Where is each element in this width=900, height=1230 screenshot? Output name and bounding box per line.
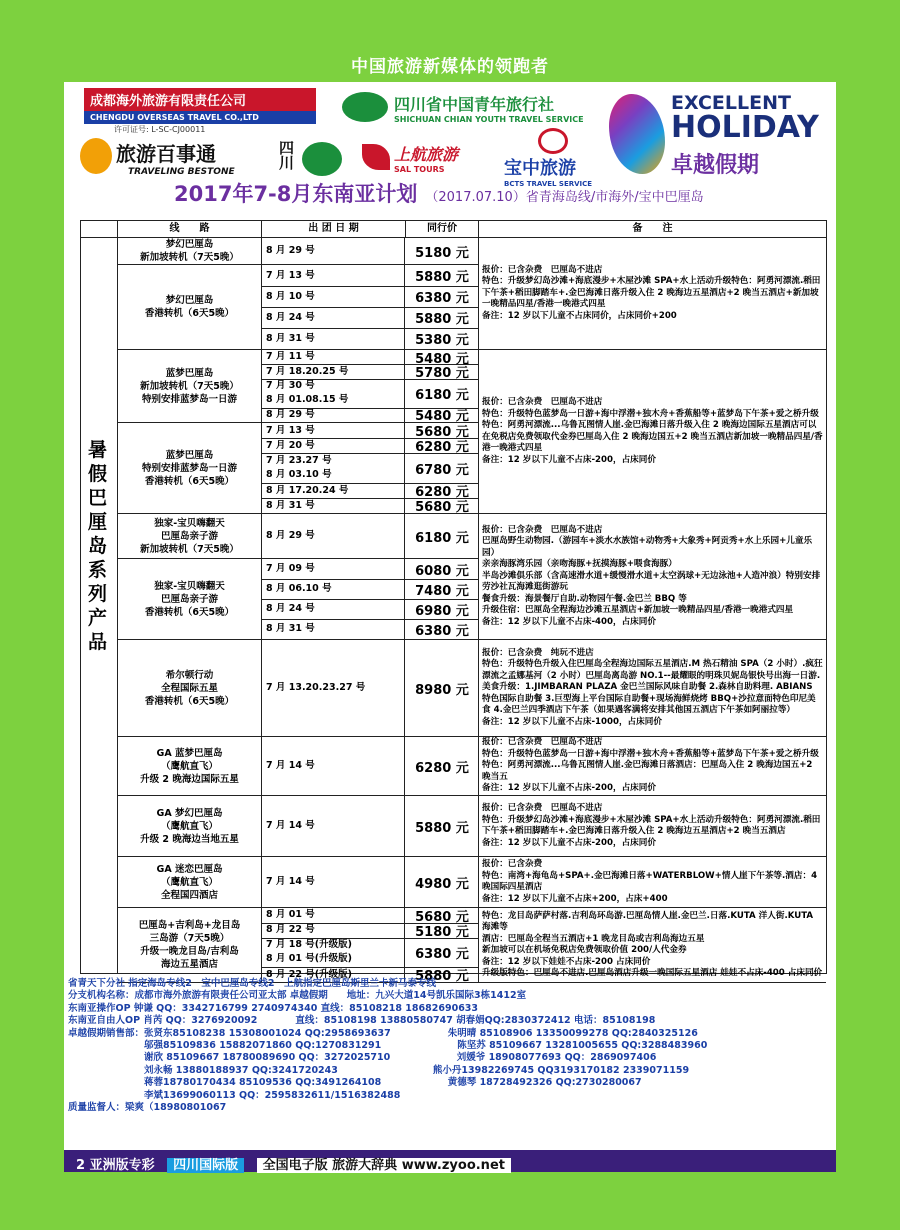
price: 5680 元 — [406, 908, 479, 923]
chengdu-cn-name: 成都海外旅游有限责任公司 — [84, 88, 316, 111]
footer-text — [76, 1154, 511, 1173]
dates-cell — [262, 737, 478, 795]
flyer-sheet — [64, 82, 836, 1150]
departure-date: 8 月 29 号 — [262, 238, 405, 264]
departure-date: 7 月 18.20.25 号 — [262, 364, 405, 378]
departure-date: 7 月 23.27 号 8 月 03.10 号 — [262, 453, 405, 483]
date-row — [262, 923, 478, 939]
bestone-cn-name: 旅游百事通 — [116, 142, 216, 166]
sc-youth-emblem-icon — [342, 92, 388, 122]
note-line: 亲亲海豚湾乐园（亲吻海豚+抚摸海豚+喂食海豚） — [482, 559, 677, 570]
date-row — [262, 453, 478, 484]
departure-date: 8 月 22 号(升级版) — [262, 967, 405, 982]
holiday-text: HOLIDAY — [671, 110, 819, 145]
route-line: （鹰航直飞） — [160, 876, 218, 888]
plan-title-sub: （2017.07.10）省青海岛线/市海外/宝中巴厘岛 — [425, 190, 704, 205]
sal-en-name: SAL TOURS — [394, 165, 445, 174]
note-line: 报价：已含杂费 巴厘岛不进店 — [482, 264, 603, 275]
price: 8980 元 — [406, 640, 479, 736]
note-line: 特色：升级梦幻岛沙滩+海底漫步+木屋沙滩 SPA+水上活动升级特色：阿勇河漂流.稻田下午茶+稻田脚踏车+.金巴海滩日落升级入住 2 晚海边五星酒店+2 晚当五酒店 — [482, 814, 821, 836]
route-line: 香港转机（6天5晚） — [144, 475, 235, 487]
note-line: 巴厘岛野生动物园.（游园车+淡水水族馆+动物秀+大象秀+阿贡秀+水上乐园+儿童乐园） — [482, 536, 813, 558]
route-line: 升级一晚龙目岛/吉利岛 — [140, 946, 239, 957]
price: 5480 元 — [406, 408, 479, 422]
contact-line: 质量监督人：梁爽（18980801067 — [68, 1102, 227, 1114]
date-row — [262, 514, 478, 558]
departure-date: 7 月 09 号 — [262, 559, 405, 579]
chengdu-overseas-logo — [84, 88, 316, 138]
dates-cell — [262, 559, 478, 639]
plan-title — [174, 178, 704, 208]
departure-date: 7 月 14 号 — [262, 857, 405, 907]
dates-cell — [262, 238, 478, 264]
route-cell — [118, 423, 262, 513]
route-line: 特别安排蓝梦岛一日游 — [141, 393, 237, 405]
bz-cn-name: 宝中旅游 — [504, 158, 576, 179]
note-line: 备注：12 岁以下儿童不占床-200，占床同价 — [482, 783, 656, 794]
sc-youth-cn-name: 四川省中国青年旅行社 — [394, 95, 555, 114]
departure-date: 7 月 18 号(升级版) 8 月 01 号(升级版) — [262, 938, 405, 968]
contact-line: 邬强85109836 15882071860 QQ:1270831291 陈坚苏 85109667 13281005655 QQ:3288483960 — [68, 1040, 708, 1052]
note-line: 升级住宿：巴厘岛全程海边沙滩五星酒店+新加坡一晚精品四星/香港一晚港式四星 — [482, 605, 794, 616]
route-line: 升级 2 晚海边国际五星 — [140, 773, 239, 785]
departure-date: 8 月 31 号 — [262, 498, 405, 513]
date-row — [262, 286, 478, 308]
note-line: 报价：已含杂费 巴厘岛不进店 — [482, 803, 603, 813]
note-line: 半岛沙滩俱乐部（含高速滑水道+缓慢滑水道+太空涡球+无边泳池+人造冲浪）特别安排劳沙社瓦海滩逛街游玩 — [482, 570, 821, 593]
route-line: 独家-宝贝嗨翻天 — [154, 580, 225, 592]
table-row — [118, 908, 826, 983]
note-line: 报价：已含杂费 纯玩不进店 — [482, 647, 594, 658]
route-line: 巴厘岛亲子游 — [160, 593, 218, 605]
date-row — [262, 640, 478, 736]
price: 6980 元 — [406, 599, 479, 619]
note-line: 特色：升级特色蓝梦岛一日游+海中浮潜+独木舟+香蕉船等+蓝梦岛下午茶+爱之桥升级特色：阿勇河漂流...乌鲁瓦图情人崖.金巴海滩日落升级入住 2 晚海边国际五星酒店可以在免税店免费领取代金券巴厘岛入住 2 晚海边国五+2 晚当五酒店新加坡一晚精品四星/香港一晚港式四星 — [482, 408, 823, 453]
route-line: 全程国四酒店 — [160, 889, 218, 901]
note-line: 备注：12 岁以下娃娃不占床-200 占床同价 — [482, 956, 651, 967]
note-line: 特色：南湾+海龟岛+SPA+.金巴海滩日落+WATERBLOW+情人崖下午茶等.酒店：4 晚国际四星酒店 — [482, 870, 818, 892]
table-row — [118, 265, 826, 350]
route-line: 蓝梦巴厘岛 — [165, 449, 214, 461]
route-cell — [118, 350, 262, 422]
departure-date: 8 月 06.10 号 — [262, 579, 405, 599]
sichuan-truck-icon — [302, 142, 342, 176]
plan-title-main: 2017年7-8月东南亚计划 — [174, 182, 418, 206]
notes-cell — [479, 737, 826, 795]
note-line: 备注：12 岁以下儿童不占床-200，占床同价 — [482, 837, 656, 848]
price: 6380 元 — [406, 938, 479, 968]
route-line: 香港转机（6天5晚） — [144, 695, 235, 707]
price: 6280 元 — [406, 737, 479, 795]
route-line: GA 蓝梦巴厘岛 — [156, 747, 223, 759]
notes-cell — [479, 796, 826, 856]
bz-swirl-icon — [538, 128, 568, 154]
route-line: GA 迷恋巴厘岛 — [156, 863, 223, 875]
sal-tours-logo — [394, 142, 458, 174]
footer-page: 2 亚洲版专彩 — [76, 1158, 155, 1173]
contact-line: 蒋蓉18780170434 85109536 QQ:3491264108 黄德琴 18728492326 QQ:2730280067 — [68, 1077, 642, 1089]
contact-line: 分支机构名称：成都市海外旅游有限责任公司亚太部 卓越假期 地址：九兴大道14号凯乐国际3栋1412室 — [68, 990, 527, 1002]
departure-date: 8 月 29 号 — [262, 408, 405, 422]
price: 5680 元 — [406, 498, 479, 513]
note-line: 报价：已含杂费 — [482, 859, 543, 869]
departure-date: 7 月 11 号 — [262, 350, 405, 364]
dates-cell — [262, 265, 478, 349]
route-cell — [118, 796, 262, 856]
notes-cell — [479, 908, 826, 982]
route-line: 特别安排蓝梦岛一日游 — [141, 462, 237, 474]
note-line: 特色：龙目岛萨萨村落.吉利岛环岛游.巴厘岛情人崖.金巴兰.日落.KUTA 洋人街.KUTA 海滩等 — [482, 910, 814, 932]
date-row — [262, 579, 478, 600]
sal-cn-name: 上航旅游 — [394, 145, 459, 164]
header-route: 线 路 — [118, 221, 262, 238]
footer-edition: 全国电子版 旅游大辞典 www.zyoo.net — [257, 1158, 511, 1173]
note-line: 报价：已含杂费 巴厘岛不进店 — [482, 524, 603, 535]
note-line: 报价：已含杂费 巴厘岛不进店 — [482, 737, 603, 748]
dates-cell — [262, 423, 478, 513]
route-line: 巴厘岛+吉利岛+龙目岛 — [138, 920, 241, 931]
contact-list — [68, 978, 832, 1114]
price: 6180 元 — [406, 379, 479, 408]
route-line: 升级 2 晚海边当地五星 — [140, 833, 239, 845]
route-line: 新加坡转机（7天5晚） — [140, 252, 239, 263]
route-line: 独家-宝贝嗨翻天 — [154, 517, 225, 529]
note-line: 报价：已含杂费 巴厘岛不进店 — [482, 397, 603, 407]
note-line: 备注：12 岁以下儿童不占床-1000，占床同价 — [482, 716, 662, 727]
route-cell — [118, 238, 262, 264]
dates-cell — [262, 796, 478, 856]
side-label-cell — [81, 238, 118, 973]
contact-line: 卓越假期销售部：张贤东85108238 15308001024 QQ:2958693637 朱明晴 85108906 13350099278 QQ:2840325126 — [68, 1027, 698, 1039]
license-number: 许可证号: L-SC-CJ00011 — [114, 125, 206, 134]
route-line: （鹰航直飞） — [160, 760, 218, 772]
notes-cell — [479, 350, 826, 513]
route-line: （鹰航直飞） — [160, 820, 218, 832]
departure-date: 8 月 24 号 — [262, 599, 405, 619]
route-line: GA 梦幻巴厘岛 — [156, 807, 223, 819]
date-row — [262, 938, 478, 969]
route-cell — [118, 559, 262, 639]
note-line: 备注：12 岁以下儿童不占床+200，占床+400 — [482, 893, 668, 904]
note-line: 餐食升级：海景餐厅自助.动物园午餐.金巴兰 BBQ 等 — [482, 593, 687, 604]
route-line: 梦幻巴厘岛 — [165, 239, 214, 250]
price: 5880 元 — [406, 265, 479, 286]
header-corner — [81, 221, 118, 238]
date-row — [262, 498, 478, 513]
departure-date: 8 月 31 号 — [262, 328, 405, 349]
route-cell — [118, 857, 262, 907]
price: 5380 元 — [406, 328, 479, 349]
price: 4980 元 — [406, 857, 479, 907]
date-row — [262, 364, 478, 382]
route-line: 新加坡转机（7天5晚） — [140, 543, 239, 555]
excellent-text: EXCELLENT — [671, 92, 791, 114]
departure-date: 8 月 17.20.24 号 — [262, 483, 405, 498]
table-row — [118, 857, 826, 908]
side-label: 暑假巴厘岛系列产品 — [88, 439, 108, 653]
dates-cell — [262, 514, 478, 558]
table-row — [118, 640, 826, 737]
note-line: 升级版特色：巴厘岛不进店.巴厘岛酒店升级一晚国际五星酒店 娃娃不占床-400 占床同价 — [482, 968, 823, 978]
note-line: 备注：12 岁以下儿童不占床同价，占床同价+200 — [482, 310, 677, 321]
contact-line: 谢欣 85109667 18780089690 QQ：3272025710 刘媛爷 18908077693 QQ：2869097406 — [68, 1052, 657, 1064]
date-row — [262, 619, 478, 639]
departure-date: 8 月 29 号 — [262, 514, 405, 558]
departure-date: 8 月 01 号 — [262, 908, 405, 923]
price: 5180 元 — [406, 238, 479, 264]
price: 5180 元 — [406, 923, 479, 938]
departure-date: 7 月 20 号 — [262, 438, 405, 453]
route-line: 海边五星酒店 — [160, 959, 218, 970]
date-row — [262, 438, 478, 454]
sc-youth-travel-logo — [342, 92, 592, 124]
departure-date: 7 月 13 号 — [262, 265, 405, 286]
dates-cell — [262, 640, 478, 736]
contact-line: 省青天下分社 指定海岛专线2 宝中巴厘岛专线2 上航指定巴厘岛斯里兰卡新马泰专线 — [68, 978, 437, 989]
date-row — [262, 379, 478, 409]
route-line: 希尔顿行动 — [165, 669, 214, 681]
route-cell — [118, 514, 262, 558]
note-line: 酒店：巴厘岛全程当五酒店+1 晚龙目岛或吉利岛海边五星 — [482, 933, 705, 944]
route-line: 巴厘岛亲子游 — [160, 530, 218, 542]
sichuan-badge: 四川 — [277, 140, 295, 170]
excellent-cn-text: 卓越假期 — [671, 153, 760, 178]
notes-cell — [479, 640, 826, 736]
route-line: 新加坡转机（7天5晚） — [140, 380, 239, 392]
departure-date: 7 月 30 号 8 月 01.08.15 号 — [262, 379, 405, 408]
table-row — [118, 737, 826, 796]
price: 6380 元 — [406, 619, 479, 639]
route-line: 蓝梦巴厘岛 — [165, 367, 214, 379]
dates-cell — [262, 350, 478, 425]
date-row — [262, 265, 478, 287]
header-notes: 备 注 — [479, 221, 826, 238]
header-dates: 出 团 日 期 — [262, 221, 406, 238]
route-cell — [118, 265, 262, 349]
departure-date: 8 月 24 号 — [262, 307, 405, 328]
departure-date: 7 月 14 号 — [262, 737, 405, 795]
dates-cell — [262, 857, 478, 907]
price: 5880 元 — [406, 796, 479, 856]
departure-date: 7 月 13.20.23.27 号 — [262, 640, 405, 736]
departure-date: 7 月 14 号 — [262, 796, 405, 856]
date-row — [262, 857, 478, 907]
contact-line: 东南亚自由人OP 肖芮 QQ：3276920092 直线：85108198 13880580747 胡春娟QQ:2830372412 电话：85108198 — [68, 1015, 656, 1027]
route-line: 全程国际五星 — [160, 682, 218, 694]
bestone-en-name: TRAVELING BESTONE — [128, 167, 235, 177]
table-row — [118, 796, 826, 857]
price: 6280 元 — [406, 438, 479, 453]
notes-cell — [479, 238, 826, 349]
route-line: 梦幻巴厘岛 — [165, 295, 214, 306]
price: 5780 元 — [406, 364, 479, 378]
note-line: 新加坡可以在机场免税店免费领取价值 200/人代金券 — [482, 945, 687, 955]
price: 5880 元 — [406, 307, 479, 328]
date-row — [262, 559, 478, 580]
flower-icon — [609, 94, 665, 174]
date-row — [262, 238, 478, 264]
contact-line: 李斌13699060113 QQ：2595832611/1516382488 — [68, 1089, 401, 1101]
footer-section: 四川国际版 — [167, 1158, 244, 1173]
route-cell — [118, 640, 262, 736]
price: 5480 元 — [406, 350, 479, 364]
price: 7480 元 — [406, 579, 479, 599]
bz-en-name: BCTS TRAVEL SERVICE — [504, 180, 593, 188]
date-row — [262, 408, 478, 425]
notes-cell — [479, 514, 826, 639]
date-row — [262, 307, 478, 329]
price: 6180 元 — [406, 514, 479, 558]
route-cell — [118, 908, 262, 982]
price: 6380 元 — [406, 286, 479, 307]
price: 5880 元 — [406, 967, 479, 982]
notes-cell — [479, 857, 826, 907]
note-line: 特色：升级特色升级入住巴厘岛全程海边国际五星酒店.M 热石精油 SPA（2 小时）.疯狂漂流之孟娜基河（2 小时）巴厘岛离岛游 NO.1--最耀眼的明珠贝妮岛银快号出海一日游.美食升级：1.JIMBARAN PLAZA 金巴兰国际风味自助餐 2.森林自助料理. ABIANS 特色国际自助餐 3.巨型海上平台国际自助餐+现场海鲜烧烤 BBQ+沙拉意面特色印尼美食 4.金巴兰四季酒店下午茶（如果遇客满将安排其他国五酒店下午茶如阿丽拉等） — [482, 659, 823, 716]
route-cell — [118, 737, 262, 795]
departure-date: 8 月 22 号 — [262, 923, 405, 938]
note-line: 特色：升级梦幻岛沙滩+海底漫步+木屋沙滩 SPA+水上活动升级特色：阿勇河漂流.稻田下午茶+稻田脚踏车+.金巴海滩日落升级入住 2 晚海边五星酒店+2 晚当五酒店+新加坡一晚精品四星/香港一晚港式四星 — [482, 276, 821, 310]
note-line: 备注：12 岁以下儿童不占床-400，占床同价 — [482, 616, 656, 627]
route-line: 香港转机（6天5晚） — [144, 308, 235, 319]
price: 6080 元 — [406, 559, 479, 579]
note-line: 备注：12 岁以下儿童不占床-200，占床同价 — [482, 454, 656, 465]
route-line: 香港转机（6天5晚） — [144, 606, 235, 618]
top-slogan: 中国旅游新媒体的领跑者 — [351, 57, 549, 77]
contact-line: 东南亚操作OP 钟谦 QQ：3342716799 2740974340 直线：85108218 18682690633 — [68, 1002, 479, 1014]
sal-bird-icon — [362, 144, 390, 170]
route-line: 三岛游（7天5晚） — [149, 933, 230, 944]
date-row — [262, 599, 478, 620]
departure-date: 8 月 10 号 — [262, 286, 405, 307]
date-row — [262, 737, 478, 795]
sc-youth-en-name: SHICHUAN CHIAN YOUTH TRAVEL SERVICE — [394, 115, 584, 124]
date-row — [262, 328, 478, 349]
header-price: 同行价 — [406, 221, 479, 238]
note-line: 特色：升级特色蓝梦岛一日游+海中浮潜+独木舟+香蕉船等+蓝梦岛下午茶+爱之桥升级特色：阿勇河漂流...乌鲁瓦图情人崖.金巴海滩日落酒店：巴厘岛入住 2 晚海边国五+2 晚当五 — [482, 748, 819, 782]
footer-bar — [64, 1150, 836, 1172]
bestone-logo — [80, 138, 280, 177]
date-row — [262, 796, 478, 856]
contact-line: 刘永畅 13880188937 QQ:3241720243 熊小丹13982269745 QQ3193170182 2339071159 — [68, 1064, 690, 1076]
dates-cell — [262, 908, 478, 985]
departure-date: 7 月 13 号 — [262, 423, 405, 438]
price: 6780 元 — [406, 453, 479, 483]
price: 6280 元 — [406, 483, 479, 498]
departure-date: 8 月 31 号 — [262, 619, 405, 639]
price: 5680 元 — [406, 423, 479, 438]
excellent-holiday-logo — [609, 88, 829, 180]
mascot-icon — [80, 138, 112, 174]
chengdu-en-name: CHENGDU OVERSEAS TRAVEL CO.,LTD — [84, 111, 316, 124]
